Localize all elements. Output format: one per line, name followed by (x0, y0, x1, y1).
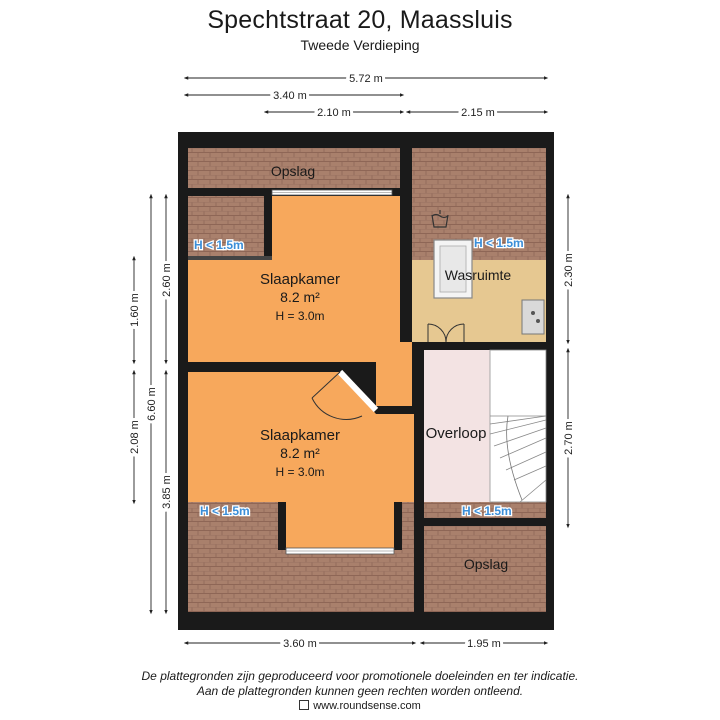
height-note-lower-left: H < 1.5m (200, 504, 250, 518)
dim-bottom-right: 1.95 m (467, 638, 501, 650)
room-height-bedroom-upper: H = 3.0m (275, 309, 325, 323)
footer-disclaimer-line1: De plattegronden zijn geproduceerd voor promotionele doeleinden en ter indicatie. (141, 669, 579, 683)
height-note-upper-left: H < 1.5m (194, 238, 244, 252)
dim-right-upper: 2.30 m (563, 253, 575, 287)
footer-disclaimer-line2: Aan de plattegronden kunnen geen rechten worden ontleend. (196, 684, 524, 698)
floor-subtitle: Tweede Verdieping (300, 37, 420, 53)
dim-top-total: 5.72 m (349, 73, 383, 85)
footer-website-link[interactable]: www.roundsense.com (313, 700, 421, 712)
dim-left-lower: 2.08 m (129, 420, 141, 454)
room-area-bedroom-upper: 8.2 m² (280, 289, 320, 305)
height-note-landing: H < 1.5m (462, 504, 512, 518)
footer-website[interactable] (0, 699, 720, 713)
staircase (490, 350, 546, 502)
page-title: Spechtstraat 20, Maassluis (207, 6, 513, 34)
room-height-bedroom-lower: H = 3.0m (275, 465, 325, 479)
room-label-bedroom-upper: Slaapkamer (259, 271, 341, 288)
room-area-bedroom-lower: 8.2 m² (280, 445, 320, 461)
dim-top-right: 2.15 m (461, 107, 495, 119)
room-label-storage-bottom: Opslag (463, 556, 509, 572)
brand-logo-icon (299, 700, 309, 710)
dim-left-inner-upper: 2.60 m (161, 263, 173, 297)
room-label-landing: Overloop (425, 425, 487, 442)
height-note-laundry: H < 1.5m (474, 236, 524, 250)
dim-left-inner-lower: 3.85 m (161, 475, 173, 509)
dim-top-left: 3.40 m (273, 90, 307, 102)
room-label-bedroom-lower: Slaapkamer (259, 427, 341, 444)
dim-left-total: 6.60 m (146, 387, 158, 421)
room-label-laundry: Wasruimte (444, 267, 512, 283)
dim-bottom-left: 3.60 m (283, 638, 317, 650)
dim-left-upper: 1.60 m (129, 293, 141, 327)
room-label-storage-top: Opslag (270, 163, 316, 179)
dim-top-mid: 2.10 m (317, 107, 351, 119)
dim-right-lower: 2.70 m (563, 421, 575, 455)
